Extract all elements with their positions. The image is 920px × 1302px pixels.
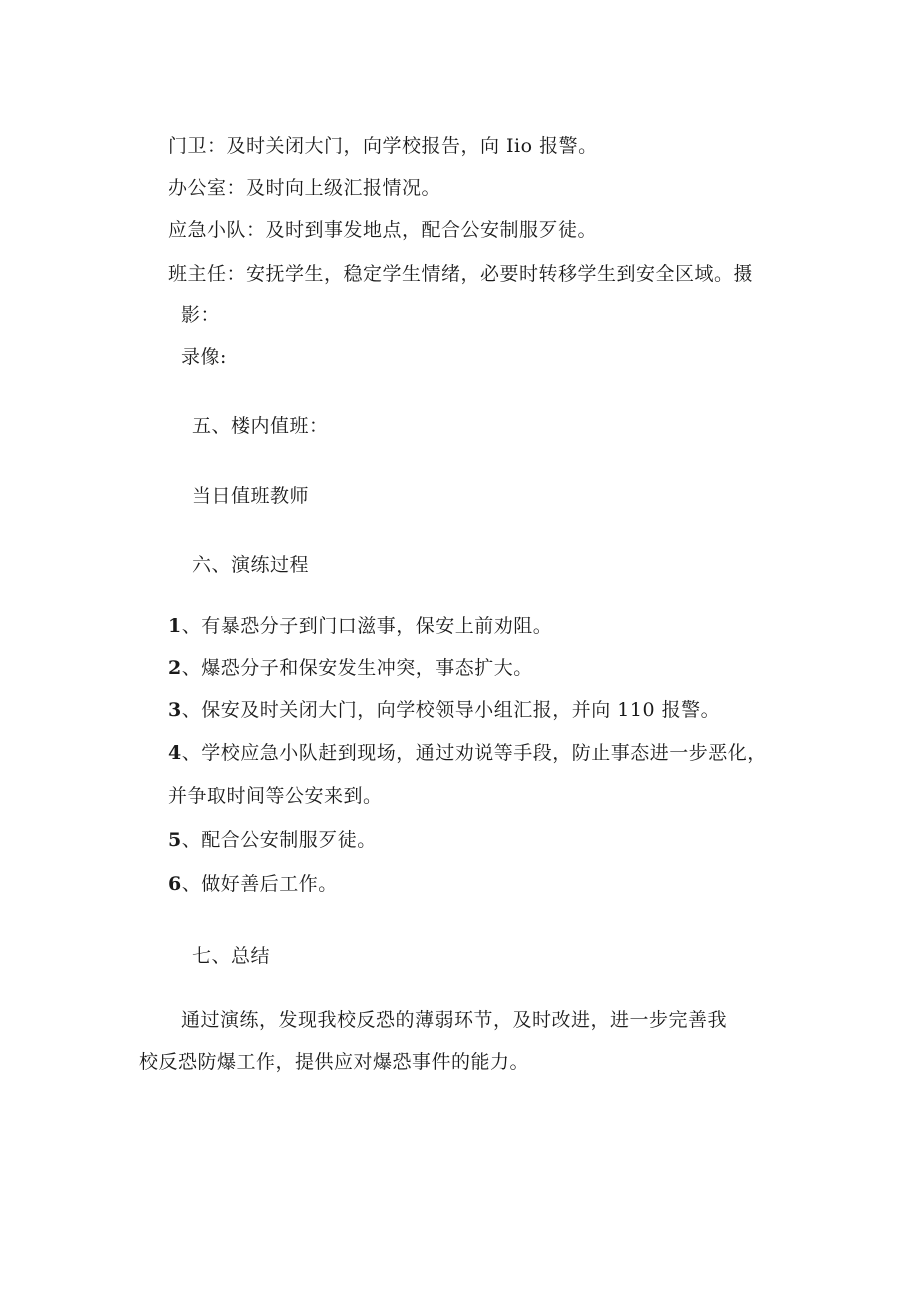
role-head-teacher: 班主任：安抚学生，稳定学生情绪，必要时转移学生到安全区域。摄 bbox=[168, 263, 754, 285]
step-number: 3 bbox=[168, 699, 182, 721]
drill-step bbox=[168, 614, 552, 638]
section-6-heading: 六、演练过程 bbox=[192, 554, 310, 576]
role-photography: 影： bbox=[181, 304, 221, 326]
role-guard: 门卫：及时关闭大门，向学校报告，向 Iio 报警。 bbox=[168, 135, 598, 157]
step-number: 5 bbox=[168, 829, 182, 851]
drill-step bbox=[168, 872, 338, 896]
section-7-heading: 七、总结 bbox=[192, 945, 271, 967]
step-number: 2 bbox=[168, 657, 182, 679]
summary-paragraph-line-1: 通过演练，发现我校反恐的薄弱环节，及时改进，进一步完善我 bbox=[181, 1009, 728, 1031]
section-5-heading: 五、楼内值班： bbox=[192, 415, 329, 437]
drill-step bbox=[168, 828, 377, 852]
summary-paragraph-line-2: 校反恐防爆工作，提供应对爆恐事件的能力。 bbox=[139, 1051, 530, 1073]
drill-step bbox=[168, 698, 720, 722]
step-text: 、学校应急小队赶到现场，通过劝说等手段，防止事态进一步恶化， bbox=[181, 742, 767, 764]
role-emergency-team: 应急小队：及时到事发地点，配合公安制服歹徒。 bbox=[168, 219, 598, 241]
role-office: 办公室：及时向上级汇报情况。 bbox=[168, 177, 442, 199]
step-text: 、配合公安制服歹徒。 bbox=[181, 829, 377, 851]
step-text: 、有暴恐分子到门口滋事，保安上前劝阻。 bbox=[181, 615, 553, 637]
step-text: 、保安及时关闭大门，向学校领导小组汇报，并向 110 报警。 bbox=[181, 699, 721, 721]
role-video: 录像: bbox=[181, 346, 227, 368]
step-text: 并争取时间等公安来到。 bbox=[168, 785, 383, 807]
step-number: 1 bbox=[168, 615, 182, 637]
step-number: 6 bbox=[168, 873, 182, 895]
drill-step-continuation bbox=[168, 784, 383, 808]
step-text: 、做好善后工作。 bbox=[181, 873, 338, 895]
drill-step bbox=[168, 656, 533, 680]
step-text: 、爆恐分子和保安发生冲突，事态扩大。 bbox=[181, 657, 533, 679]
step-number: 4 bbox=[168, 742, 182, 764]
section-5-content: 当日值班教师 bbox=[192, 485, 310, 507]
drill-step bbox=[168, 741, 767, 765]
